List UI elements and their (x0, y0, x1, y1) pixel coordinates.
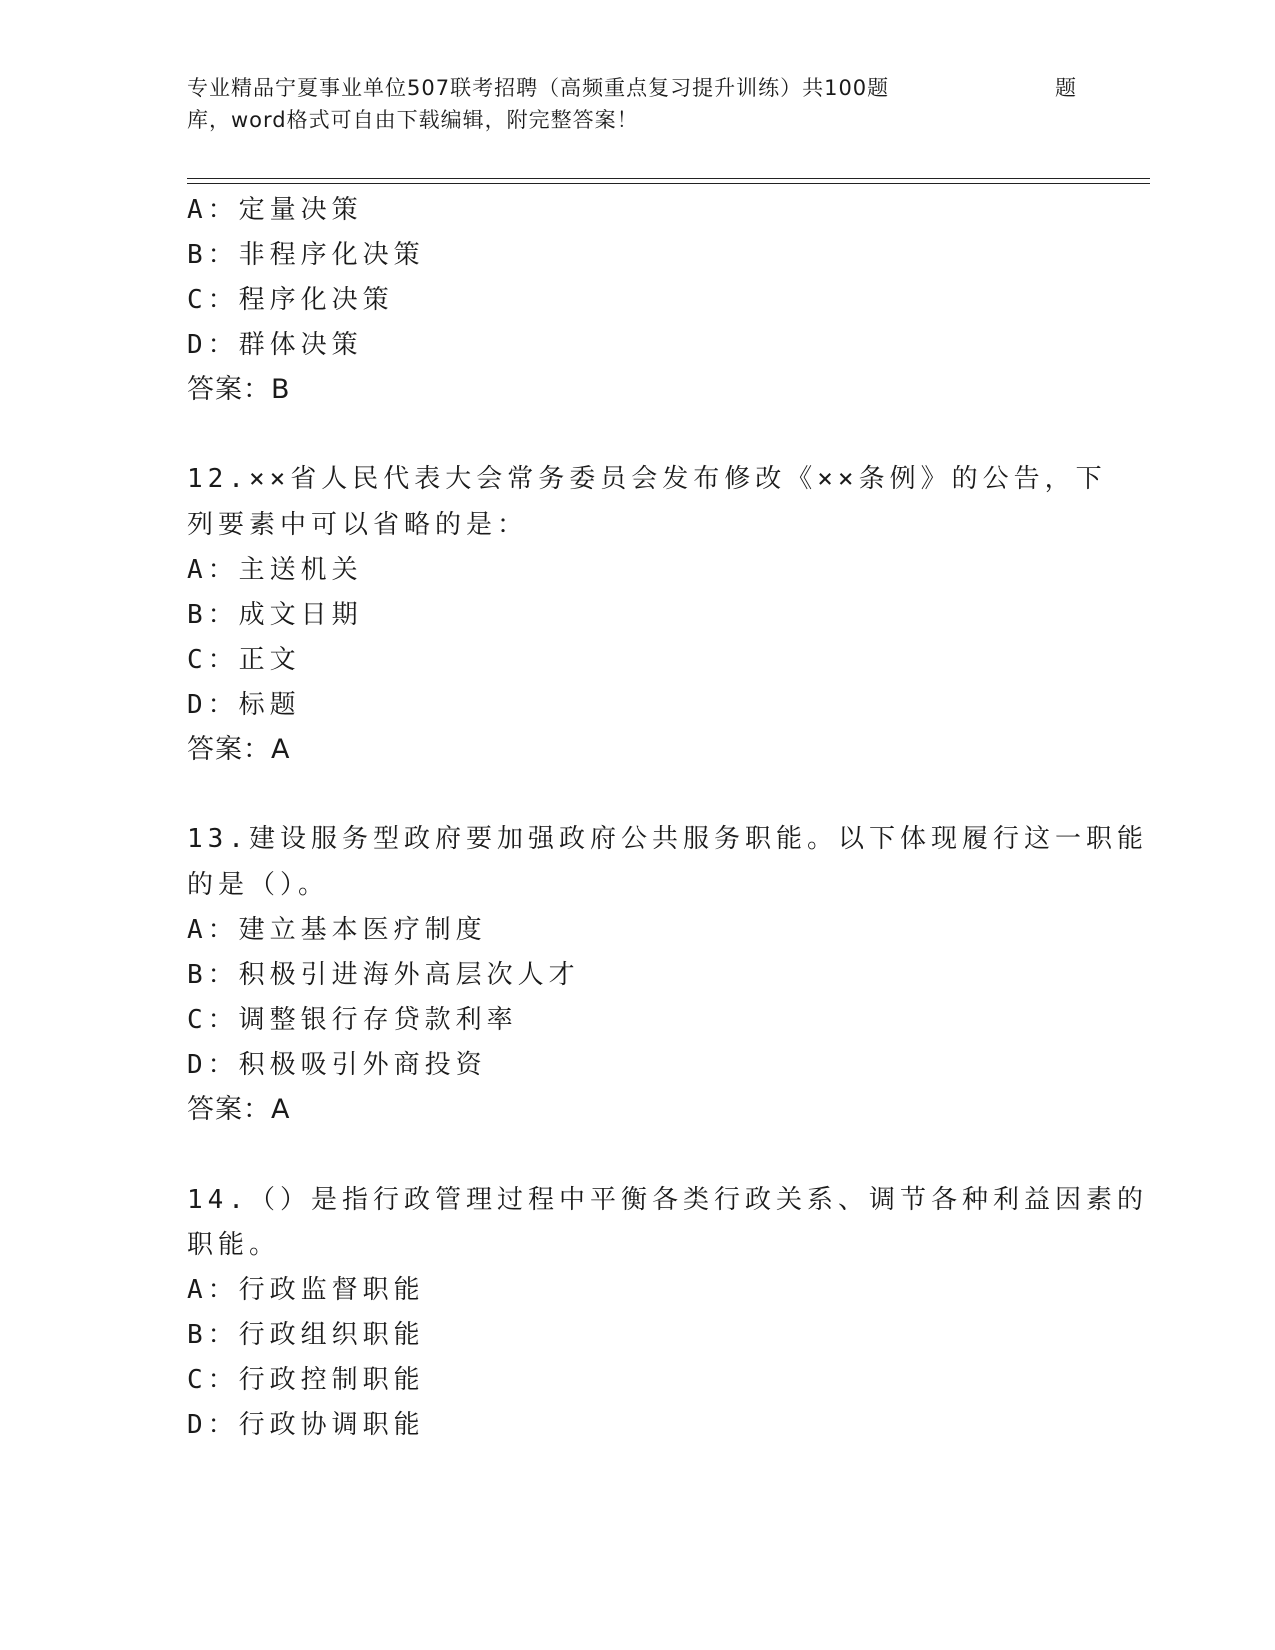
q11-option-b: B：非程序化决策 (187, 240, 425, 270)
header-line-1 (187, 72, 1077, 104)
header-title-tail: 题 (1055, 76, 1077, 100)
q12-option-d: D：标题 (187, 690, 301, 720)
q13-option-d: D：积极吸引外商投资 (187, 1050, 487, 1080)
q13-option-b: B：积极引进海外高层次人才 (187, 960, 580, 990)
q11-option-d: D：群体决策 (187, 330, 363, 360)
q11-option-a: A：定量决策 (187, 195, 363, 225)
q11-answer: 答案：B (187, 374, 291, 405)
q14-option-a: A：行政监督职能 (187, 1275, 425, 1305)
q12-answer: 答案：A (187, 734, 291, 765)
header-divider-top (187, 178, 1150, 179)
q12-option-c: C：正文 (187, 645, 301, 675)
q11-option-c: C：程序化决策 (187, 285, 394, 315)
q13-option-c: C：调整银行存贷款利率 (187, 1005, 518, 1035)
document-header (187, 72, 1077, 136)
q14-stem-line-2: 职能。 (187, 1230, 281, 1260)
q12-option-a: A：主送机关 (187, 555, 363, 585)
q12-stem-line-2: 列要素中可以省略的是： (187, 510, 529, 540)
header-line-2: 库，word格式可自由下载编辑，附完整答案！ (187, 108, 639, 132)
q14-option-c: C：行政控制职能 (187, 1365, 425, 1395)
header-title-text: 专业精品宁夏事业单位507联考招聘（高频重点复习提升训练）共100题 (187, 76, 890, 100)
q14-option-b: B：行政组织职能 (187, 1320, 425, 1350)
header-divider-bottom (187, 183, 1150, 184)
q13-stem-line-1: 13.建设服务型政府要加强政府公共服务职能。以下体现履行这一职能 (187, 824, 1148, 854)
q14-stem-line-1: 14.（）是指行政管理过程中平衡各类行政关系、调节各种利益因素的 (187, 1185, 1148, 1215)
q13-option-a: A：建立基本医疗制度 (187, 915, 487, 945)
q13-stem-line-2: 的是（）。 (187, 870, 330, 900)
q12-option-b: B：成文日期 (187, 600, 363, 630)
q12-stem-line-1: 12.××省人民代表大会常务委员会发布修改《××条例》的公告，下 (187, 464, 1107, 494)
q13-answer: 答案：A (187, 1094, 291, 1125)
q14-option-d: D：行政协调职能 (187, 1410, 425, 1440)
